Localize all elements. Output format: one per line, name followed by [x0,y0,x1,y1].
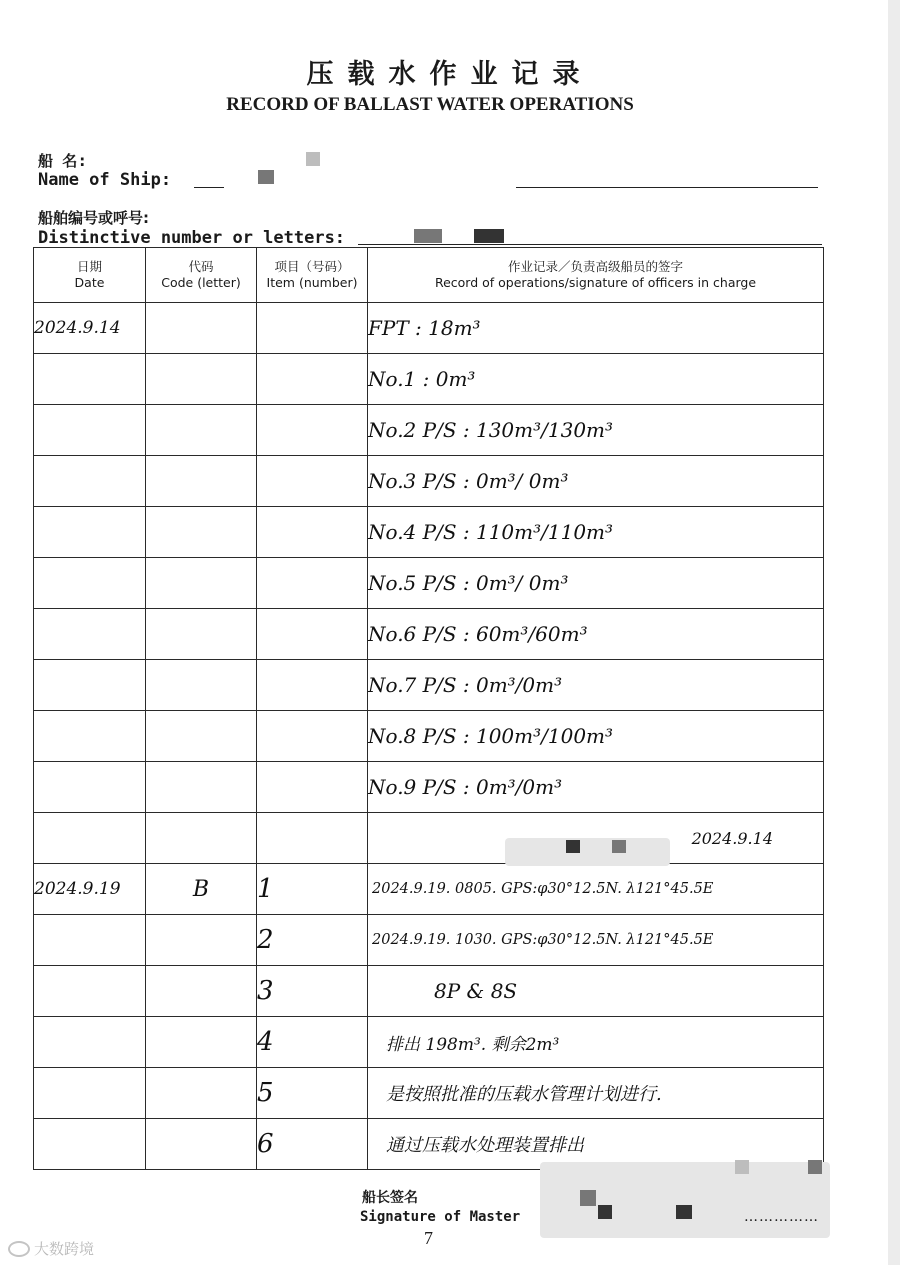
code-cell [146,558,257,609]
date-cell: 2024.9.14 [34,303,146,354]
item-cell: 2 [257,915,368,966]
redacted-call-sign-b [474,229,504,243]
item-cell [257,354,368,405]
date-cell [34,1068,146,1119]
master-signature-label-cn: 船长签名 [362,1190,418,1206]
record-cell: No.3 P/S : 0m³/ 0m³ [368,456,824,507]
record-cell: 排出 198m³. 剩余2m³ [368,1017,824,1068]
record-cell: 8P & 8S [368,966,824,1017]
item-cell [257,558,368,609]
table-row [34,864,824,915]
table-row [34,609,824,660]
item-cell [257,762,368,813]
record-cell: No.4 P/S : 110m³/110m³ [368,507,824,558]
record-cell: No.8 P/S : 100m³/100m³ [368,711,824,762]
header-code: 代码 Code (letter) [146,248,257,303]
item-cell [257,609,368,660]
code-cell [146,405,257,456]
code-cell [146,966,257,1017]
date-cell [34,915,146,966]
redacted-master-mark-d [735,1160,749,1174]
document-title-cn: 压载水作业记录 [306,59,594,90]
item-cell [257,303,368,354]
redacted-officer-mark-a [566,840,580,853]
code-cell [146,1068,257,1119]
master-signature-label-en: Signature of Master [360,1209,521,1225]
redacted-officer-signature [505,838,670,866]
code-cell [146,1119,257,1170]
record-cell: No.1 : 0m³ [368,354,824,405]
record-cell: 2024.9.19. 1030. GPS:φ30°12.5N. λ121°45.5E [368,915,824,966]
ship-name-label-cn: 船 名: [38,152,88,170]
date-cell [34,813,146,864]
item-cell [257,507,368,558]
item-cell [257,405,368,456]
table-row-officer-signature [34,813,824,864]
item-cell: 4 [257,1017,368,1068]
header-item: 项目（号码） Item (number) [257,248,368,303]
date-cell [34,354,146,405]
code-cell [146,456,257,507]
redacted-ship-name [258,170,274,184]
date-cell [34,711,146,762]
item-cell [257,456,368,507]
redacted-master-mark-c [676,1205,692,1219]
code-cell [146,609,257,660]
date-cell [34,1017,146,1068]
code-cell [146,660,257,711]
distinctive-line [358,244,822,245]
table-row [34,558,824,609]
code-cell [146,354,257,405]
item-cell [257,660,368,711]
date-cell [34,558,146,609]
table-row [34,405,824,456]
table-row [34,762,824,813]
date-cell [34,1119,146,1170]
table-row [34,966,824,1017]
redacted-master-mark-e [808,1160,822,1174]
signature-dotted-line: …………… [744,1209,819,1225]
record-cell: FPT : 18m³ [368,303,824,354]
table-header-row [34,248,824,303]
date-cell [34,660,146,711]
distinctive-label-en: Distinctive number or letters: [38,228,346,248]
header-date: 日期 Date [34,248,146,303]
redacted-ship-name-mark [306,152,320,166]
code-cell [146,507,257,558]
table-row [34,915,824,966]
item-cell: 6 [257,1119,368,1170]
table-row [34,354,824,405]
table-row [34,1017,824,1068]
record-cell: 通过压载水处理装置排出 [368,1119,824,1170]
record-cell: 是按照批准的压载水管理计划进行. [368,1068,824,1119]
table-row [34,303,824,354]
header-record: 作业记录／负责高级船员的签字 Record of operations/signature of officers in charge [368,248,824,303]
item-cell: 5 [257,1068,368,1119]
record-cell: No.6 P/S : 60m³/60m³ [368,609,824,660]
redacted-call-sign-a [414,229,442,243]
redacted-master-mark-a [580,1190,596,1206]
table-row [34,660,824,711]
date-cell [34,762,146,813]
page-number: 7 [424,1228,433,1248]
watermark [8,1238,94,1259]
date-cell [34,966,146,1017]
record-cell: No.7 P/S : 0m³/0m³ [368,660,824,711]
redacted-officer-mark-b [612,840,626,853]
watermark-text: 大数跨境 [34,1240,95,1258]
record-cell: No.2 P/S : 130m³/130m³ [368,405,824,456]
table-row [34,456,824,507]
date-cell [34,609,146,660]
redacted-master-mark-b [598,1205,612,1219]
table-row [34,1068,824,1119]
item-cell [257,711,368,762]
date-cell [34,507,146,558]
code-cell [146,813,257,864]
page-edge-shadow [888,0,900,1265]
ship-name-label-en: Name of Ship: [38,170,172,190]
table-row [34,507,824,558]
ship-name-line-left [194,187,224,188]
distinctive-label-cn: 船舶编号或呼号: [38,209,149,227]
item-cell: 1 [257,864,368,915]
item-cell [257,813,368,864]
ship-name-line-right [516,187,818,188]
code-cell: B [146,864,257,915]
record-cell: 2024.9.19. 0805. GPS:φ30°12.5N. λ121°45.5E [368,864,824,915]
record-cell: No.5 P/S : 0m³/ 0m³ [368,558,824,609]
document-title-en: RECORD OF BALLAST WATER OPERATIONS [226,94,634,115]
code-cell [146,711,257,762]
item-cell: 3 [257,966,368,1017]
date-cell [34,405,146,456]
table-row [34,711,824,762]
code-cell [146,915,257,966]
code-cell [146,303,257,354]
code-cell [146,762,257,813]
date-cell [34,456,146,507]
ballast-record-table [33,247,824,1170]
date-cell: 2024.9.19 [34,864,146,915]
record-cell: No.9 P/S : 0m³/0m³ [368,762,824,813]
code-cell [146,1017,257,1068]
officer-signature-date: 2024.9.14 [368,813,824,864]
watermark-logo-icon [8,1241,30,1257]
